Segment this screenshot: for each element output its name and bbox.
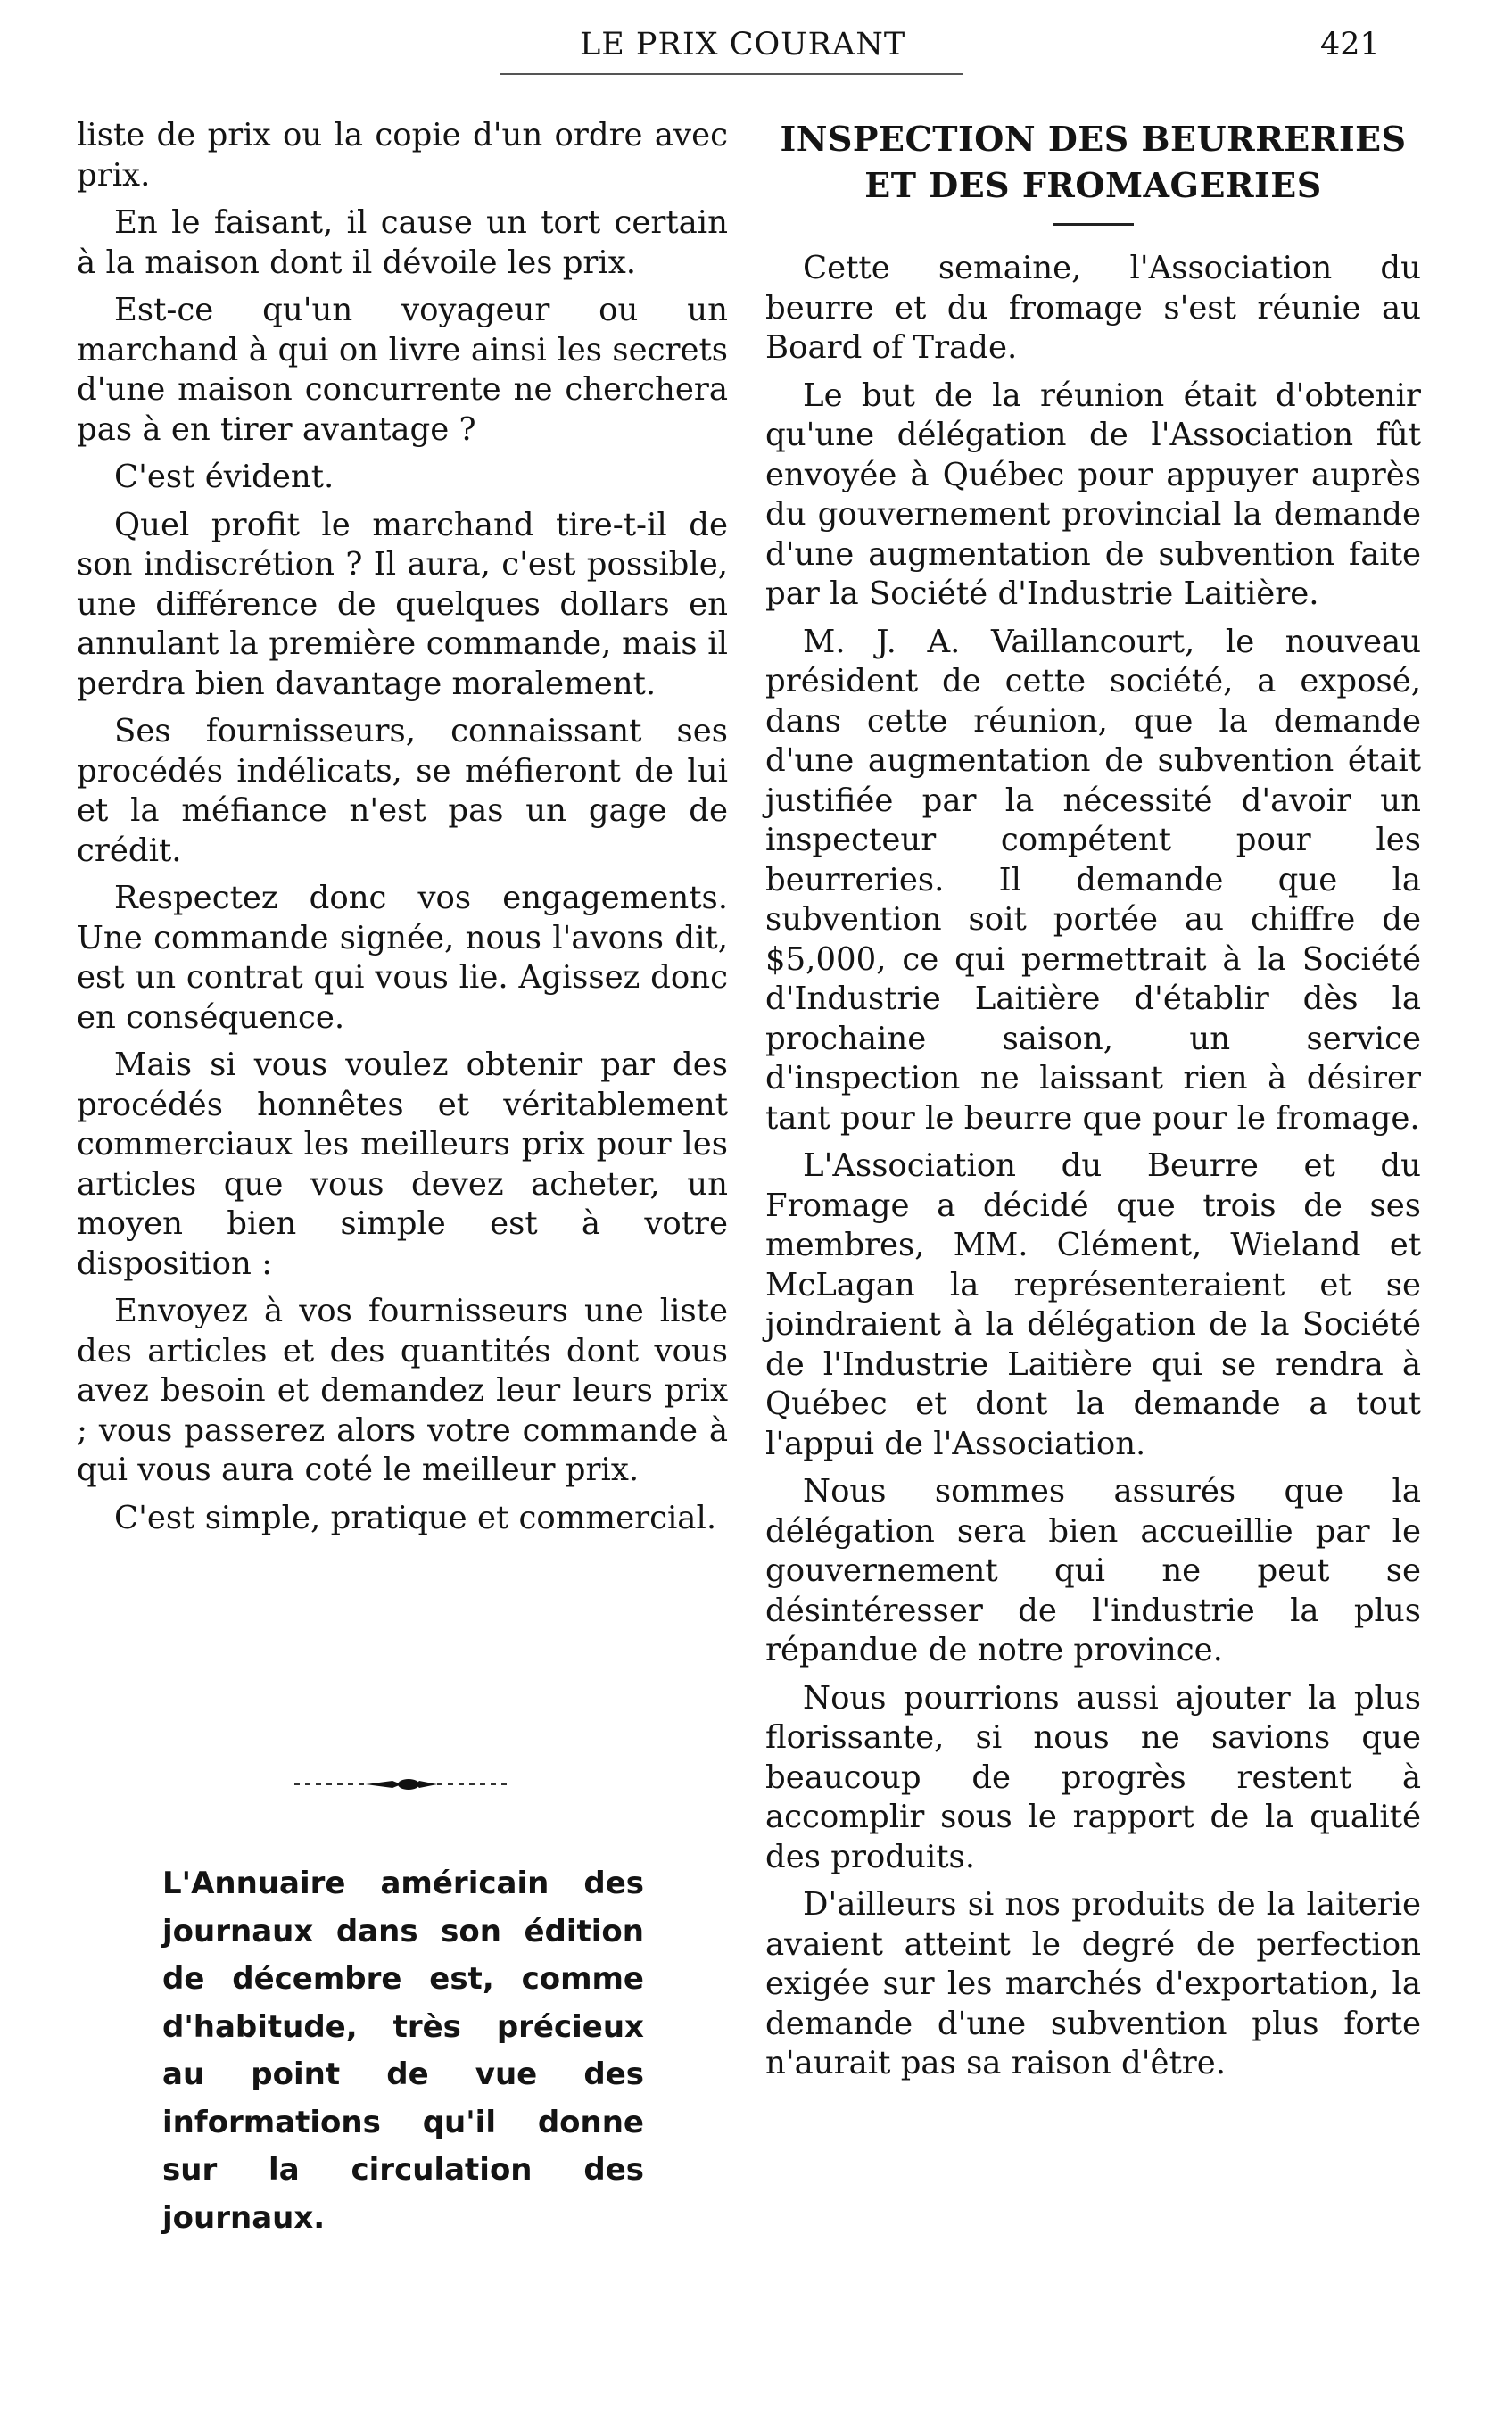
paragraph: liste de prix ou la copie d'un ordre avec prix. [77,117,728,194]
page-header [0,27,1512,80]
paragraph: Nous sommes assurés que la délégation sera bien accueillie par le gouvernement qui ne peut se désintéresser de l'industrie la plus répandue de notre province. [765,1473,1421,1668]
paragraph: Ses fournisseurs, connaissant ses procédés indélicats, se méfieront de lui et la méfiance n'est pas un gage de crédit. [77,713,728,869]
paragraph: Cette semaine, l'Association du beurre et du fromage s'est réunie au Board of Trade. [765,250,1421,366]
paragraph: Quel profit le marchand tire-t-il de son indiscrétion ? Il aura, c'est possible, une différence de quelques dollars en annulant la première commande, mais il perdra bien davantage moralement. [77,506,728,702]
ornament-divider [294,1771,508,1798]
article-title-line-2: ET DES FROMAGERIES [864,165,1322,205]
notice-text: L'Annuaire américain des journaux dans son édition de décembre est, comme d'habitude, très précieux au point de vue des informations qu'il donne sur la circulation des journaux. [162,1866,644,2236]
paragraph: D'ailleurs si nos produits de la laiterie avaient atteint le degré de perfection exigée sur les marchés d'exportation, la demande d'une subvention plus forte n'aurait pas sa raison d'être. [765,1886,1421,2081]
left-column [77,116,728,1538]
paragraph: En le faisant, il cause un tort certain à la maison dont il dévoile les prix. [77,204,728,281]
paragraph: Respectez donc vos engagements. Une commande signée, nous l'avons dit, est un contrat qui vous lie. Agissez donc en conséquence. [77,880,728,1036]
header-rule [500,73,963,75]
page-number: 421 [1320,27,1380,62]
title-rule [1053,223,1134,226]
paragraph: L'Association du Beurre et du Fromage a décidé que trois de ses membres, MM. Clément, Wieland et McLagan la représenteraient et se joindraient à la délégation de la Société de l'Industrie Laitière qui se rendra à Québec et dont la demande a tout l'appui de l'Association. [765,1147,1421,1462]
paragraph: Le but de la réunion était d'obtenir qu'une délégation de l'Association fût envoyée à Québec pour appuyer auprès du gouvernement provincial la demande d'une augmentation de subvention faite par la Société d'Industrie Laitière. [765,377,1421,612]
paragraph: C'est simple, pratique et commercial. [114,1499,717,1536]
running-title: LE PRIX COURANT [580,27,906,62]
paragraph: M. J. A. Vaillancourt, le nouveau président de cette société, a exposé, dans cette réunion, que la demande d'une augmentation de subvention était justifiée par la nécessité d'avoir un inspecteur compétent pour les beurreries. Il demande que la subvention soit portée au chiffre de $5,000, ce qui permettrait à la Société d'Industrie Laitière d'établir dès la prochaine saison, un service d'inspection ne laissant rien à désirer tant pour le beurre que pour le fromage. [765,623,1421,1137]
paragraph: Mais si vous voulez obtenir par des procédés honnêtes et véritablement commerciaux les meilleurs prix pour les articles que vous devez acheter, un moyen bien simple est à votre disposition : [77,1047,728,1282]
paragraph: Nous pourrions aussi ajouter la plus florissante, si nous ne savions que beaucoup de progrès restent à accomplir sous le rapport de la qualité des produits. [765,1679,1421,1875]
right-column [765,116,1421,2084]
paragraph: C'est évident. [114,459,335,495]
annuaire-notice [162,1860,644,2242]
paragraph: Est-ce qu'un voyageur ou un marchand à qui on livre ainsi les secrets d'une maison concurrente ne cherchera pas à en tirer avantage ? [77,292,728,448]
article-title-line-1: INSPECTION DES BEURRERIES [780,119,1407,159]
paragraph: Envoyez à vos fournisseurs une liste des articles et des quantités dont vous avez besoin et demandez leur leurs prix ; vous passerez alors votre commande à qui vous aura coté le meilleur prix. [77,1293,728,1488]
article-title [765,116,1421,209]
